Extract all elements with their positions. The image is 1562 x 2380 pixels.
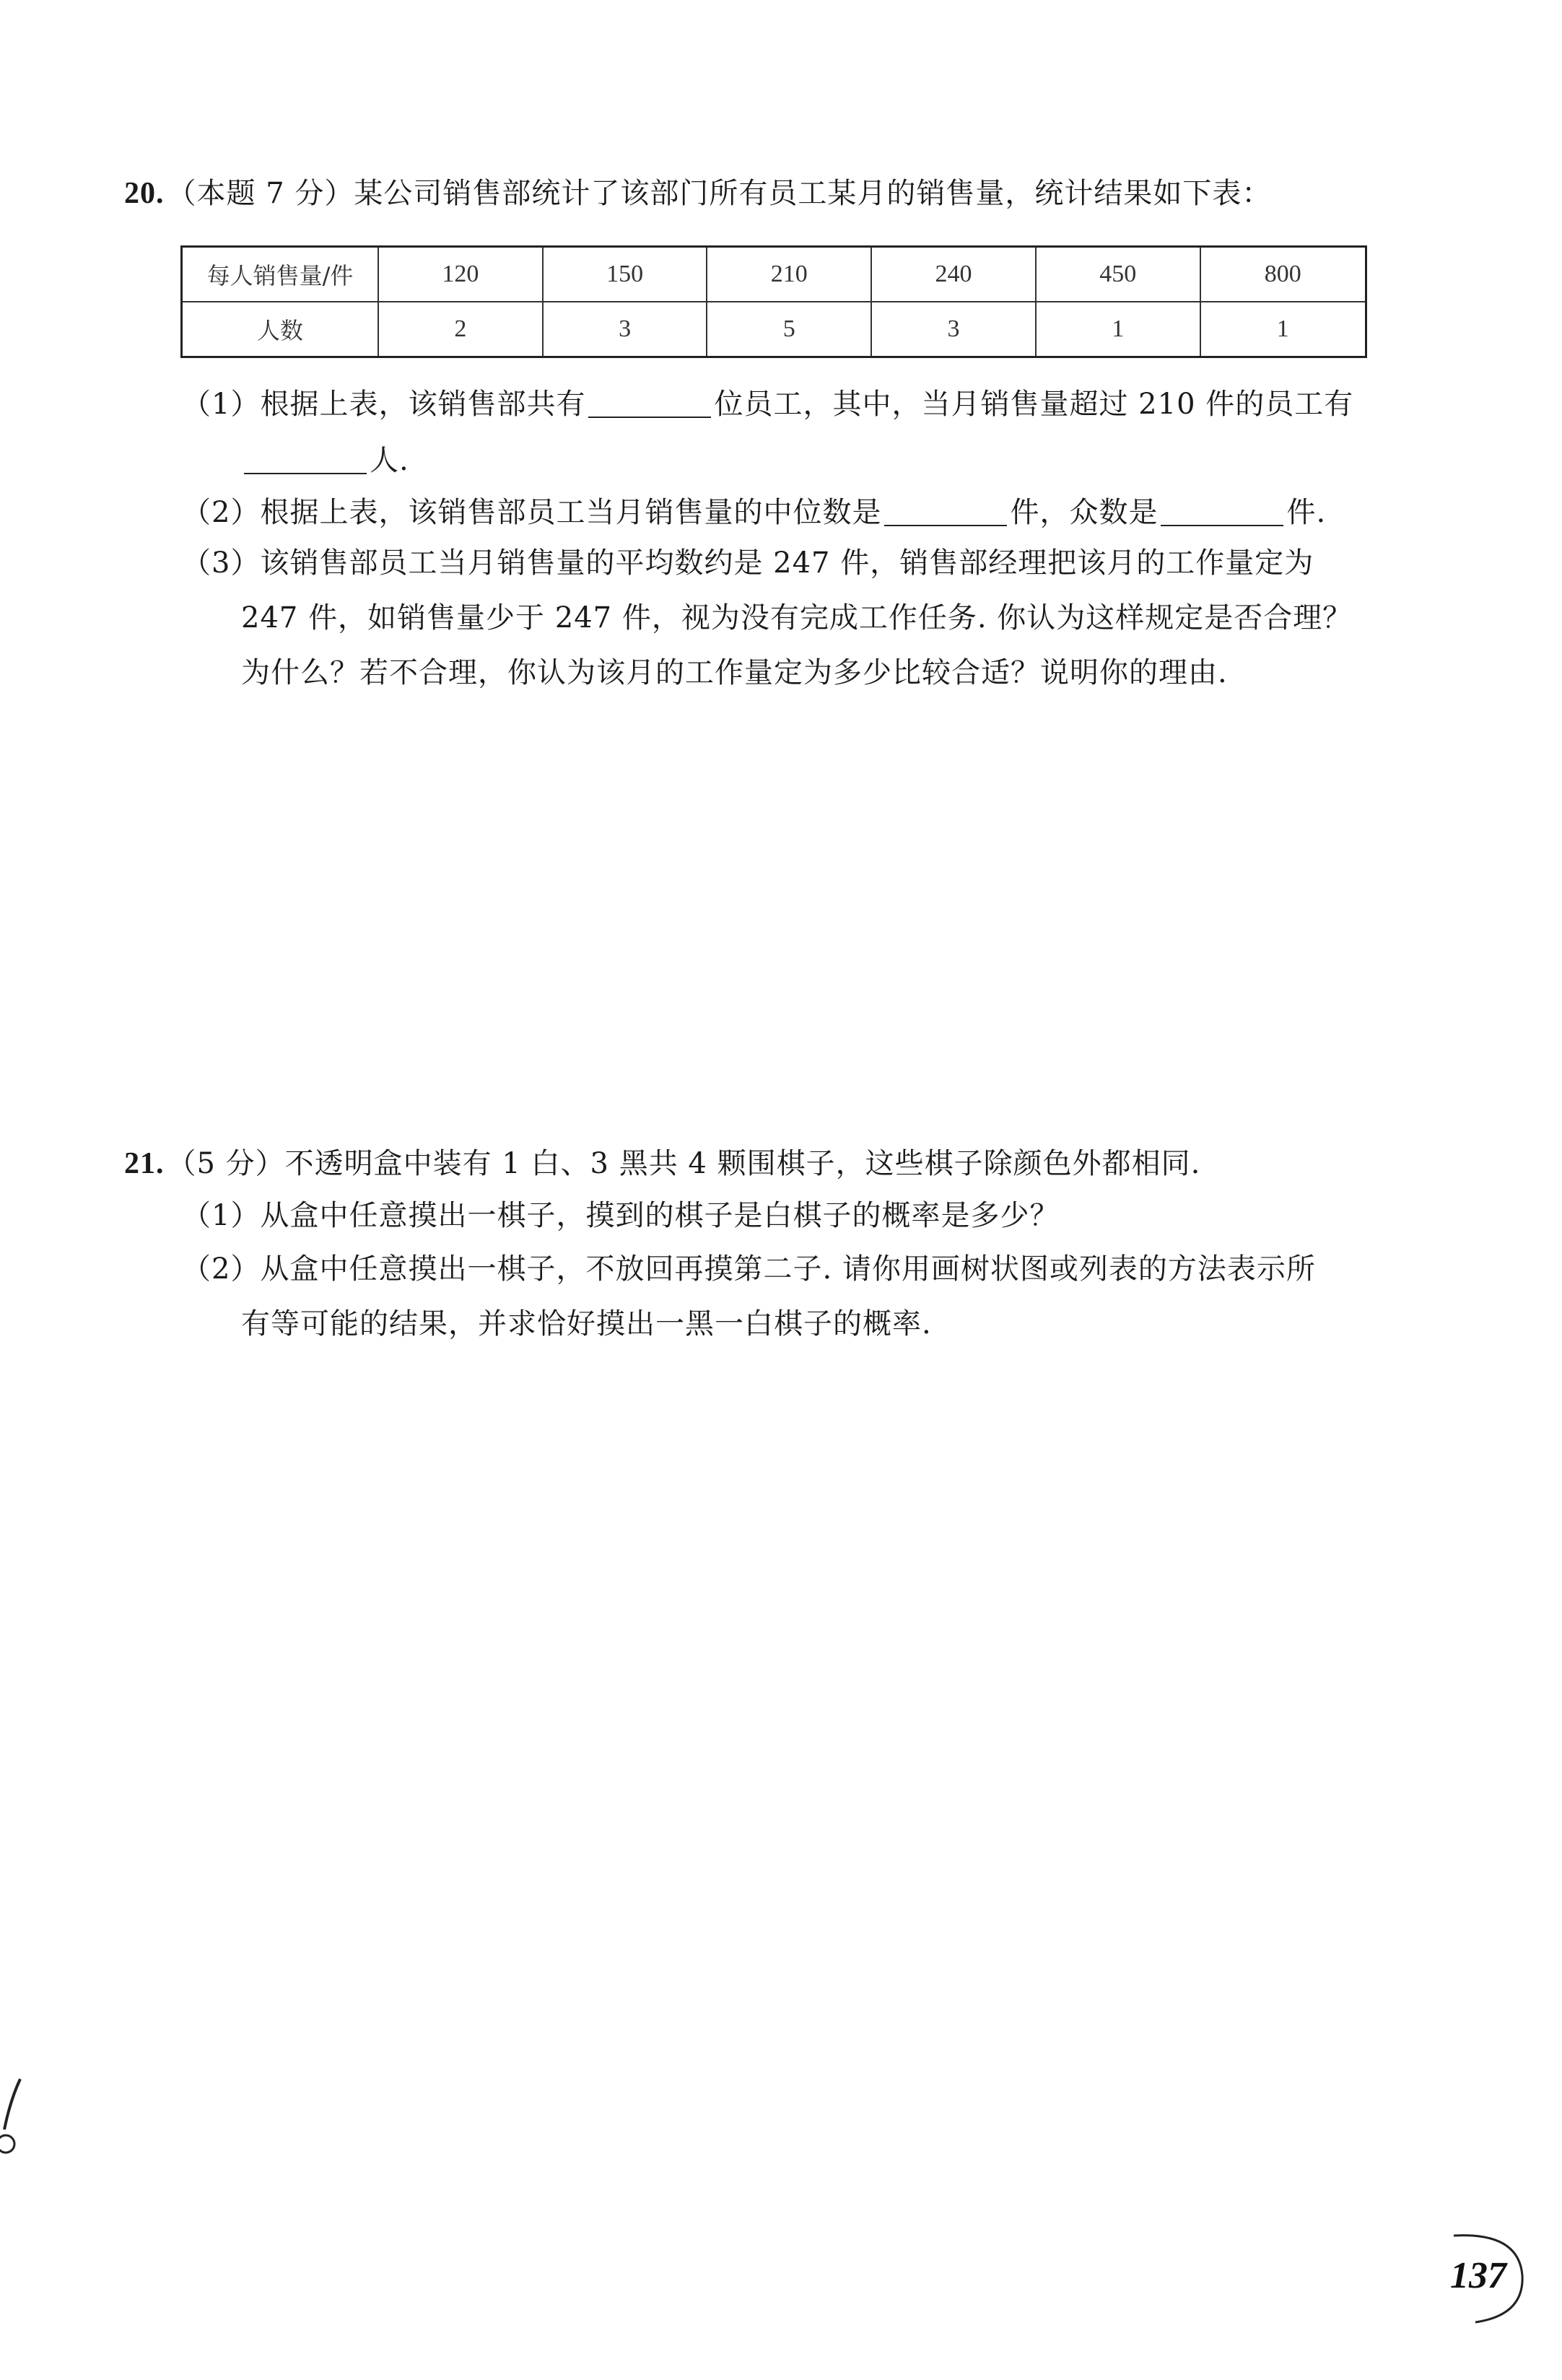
q21-number: 21. <box>124 1147 165 1180</box>
answer-blank-median[interactable] <box>884 497 1007 526</box>
table-cell: 1 <box>1036 302 1200 357</box>
table-row-counts <box>182 302 1366 357</box>
q20-number: 20. <box>124 177 165 210</box>
answer-blank-over210[interactable] <box>244 445 367 474</box>
q20-stem-line <box>124 173 1271 214</box>
q20-part2-line <box>182 492 1326 533</box>
q21-stem-line <box>124 1143 1200 1184</box>
q20-part3-line1: （3）该销售部员工当月销售量的平均数约是 247 件，销售部经理把该月的工作量定为 <box>182 546 1314 580</box>
page-number: 137 <box>1450 2255 1506 2296</box>
table-cell: 3 <box>543 302 707 357</box>
table-cell: 800 <box>1200 247 1366 302</box>
table-header-sales: 每人销售量/件 <box>182 247 379 302</box>
q21-part1-line: （1）从盒中任意摸出一棋子，摸到的棋子是白棋子的概率是多少？ <box>182 1199 1060 1232</box>
q20-part1-line2 <box>241 440 409 481</box>
q20-part2-text-a: （2）根据上表，该销售部员工当月销售量的中位数是 <box>182 496 882 529</box>
sales-table <box>180 245 1367 358</box>
q21-part2-line2: 有等可能的结果，并求恰好摸出一黑一白棋子的概率. <box>241 1307 932 1341</box>
table-cell: 150 <box>543 247 707 302</box>
q20-part3-line2: 247 件，如销售量少于 247 件，视为没有完成工作任务. 你认为这样规定是否合理？ <box>241 601 1353 635</box>
table-cell: 2 <box>378 302 543 357</box>
q20-part3-line3: 为什么？若不合理，你认为该月的工作量定为多少比较合适？说明你的理由. <box>241 656 1228 689</box>
answer-blank-mode[interactable] <box>1161 497 1283 526</box>
q20-part2-text-c: 件. <box>1286 496 1327 529</box>
table-header-counts: 人数 <box>182 302 379 357</box>
q20-part1-line1 <box>182 384 1353 424</box>
binding-mark-icon <box>0 2072 29 2158</box>
q21-stem: （5 分）不透明盒中装有 1 白、3 黑共 4 颗围棋子，这些棋子除颜色外都相同. <box>167 1147 1201 1180</box>
page-number-badge <box>1425 2221 1533 2329</box>
table-cell: 450 <box>1036 247 1200 302</box>
table-cell: 3 <box>871 302 1036 357</box>
answer-blank-employees[interactable] <box>588 389 711 418</box>
q20-part1-text-a: （1）根据上表，该销售部共有 <box>182 388 586 421</box>
table-cell: 5 <box>707 302 871 357</box>
q21-part2-line1: （2）从盒中任意摸出一棋子，不放回再摸第二子. 请你用画树状图或列表的方法表示所 <box>182 1252 1316 1286</box>
q20-part1-text-c: 人. <box>370 444 409 477</box>
table-row-sales <box>182 247 1366 302</box>
table-cell: 120 <box>378 247 543 302</box>
table-cell: 240 <box>871 247 1036 302</box>
q20-stem: （本题 7 分）某公司销售部统计了该部门所有员工某月的销售量，统计结果如下表： <box>167 177 1272 210</box>
q20-part2-text-b: 件，众数是 <box>1010 496 1159 529</box>
table-cell: 1 <box>1200 302 1366 357</box>
table-cell: 210 <box>707 247 871 302</box>
q20-part1-text-b: 位员工，其中，当月销售量超过 210 件的员工有 <box>714 388 1354 421</box>
